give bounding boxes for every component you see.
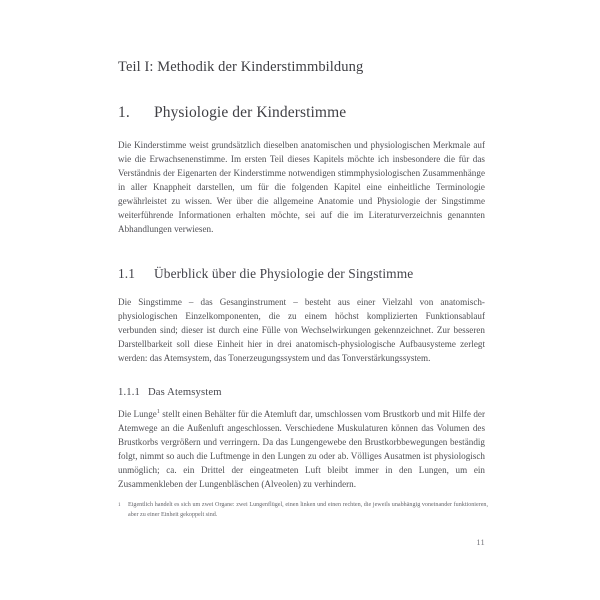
chapter-title: Physiologie der Kinderstimme <box>154 103 347 121</box>
footnote-number: 1 <box>118 502 121 508</box>
footnote-text: Eigentlich handelt es sich um zwei Organe: zwei Lungenflügel, einen linken und einen rechten, die jeweils unabhängig voneinander funktionieren, aber zu einer Einheit gekoppelt sind. <box>128 502 488 518</box>
chapter-heading <box>118 77 485 123</box>
page-content <box>118 0 485 491</box>
part-title: Teil I: Methodik der Kinderstimmbildung <box>118 59 364 75</box>
subsection-paragraph-tail: stellt einen Behälter für die Atemluft dar, umschlossen vom Brustkorb und mit Hilfe der Atemwege an die Außenluft angeschlossen. Verschiedene Muskulaturen können das Volumen des Brustkorbs vergrößern und verringern. Da das Lungengewebe den Brustkorbbewegungen beständig folgt, nimmt so auch die Luftmenge in den Lungen zu oder ab. Völliges Ausatmen ist physiologisch unmöglich; ca. ein Drittel der eingeatmeten Luft bleibt immer in den Lungen, um ein Zusammenkleben der Lungenbläschen (Alveolen) zu verhindern. <box>118 408 485 489</box>
section-number: 1.1 <box>118 266 136 282</box>
page-number: 11 <box>476 538 485 547</box>
intro-paragraph: Die Kinderstimme weist grundsätzlich dieselben anatomischen und physiologischen Merkmale auf wie die Erwachsenenstimme. Im ersten Teil dieses Kapitels möchte ich insbesondere die für das Verständnis der Eigenarten der Kinderstimme notwendigen stimmphysiologischen Zusammenhänge in aller Knappheit darstellen, um für die folgenden Kapitel eine einheitliche Terminologie gewährleistet zu wissen. Wer über die allgemeine Anatomie und Physiologie der Singstimme weiterführende Informationen erhalten möchte, sei auf die im Literaturverzeichnis genannten Abhandlungen verwiesen. <box>118 139 485 235</box>
subsection-paragraph <box>118 400 485 491</box>
subsection-heading <box>118 365 485 400</box>
subsection-paragraph-head: Die Lunge <box>118 408 157 419</box>
footnote-area <box>118 501 488 521</box>
footnote <box>118 501 488 521</box>
subsection-number: 1.1.1 <box>118 386 140 398</box>
section-title: Überblick über die Physiologie der Singstimme <box>154 266 414 282</box>
footnote-reference-marker[interactable]: 1 <box>156 408 160 415</box>
section-heading <box>118 236 485 282</box>
section-paragraph: Die Singstimme – das Gesanginstrument – besteht aus einer Vielzahl von anatomisch-physiologischen Einzelkomponenten, die zu einem höchst komplizierten Funktionsablauf verbunden sind; dieser ist durch eine Fülle von Wechselwirkungen gekennzeichnet. Zur besseren Darstellbarkeit soll diese Einheit hier in drei anatomisch-physiologische Aufbausysteme zerlegt werden: das Atemsystem, das Tonerzeugungssystem und das Tonverstärkungssystem. <box>118 296 485 363</box>
chapter-number: 1. <box>118 103 130 121</box>
subsection-title: Das Atemsystem <box>148 386 222 398</box>
